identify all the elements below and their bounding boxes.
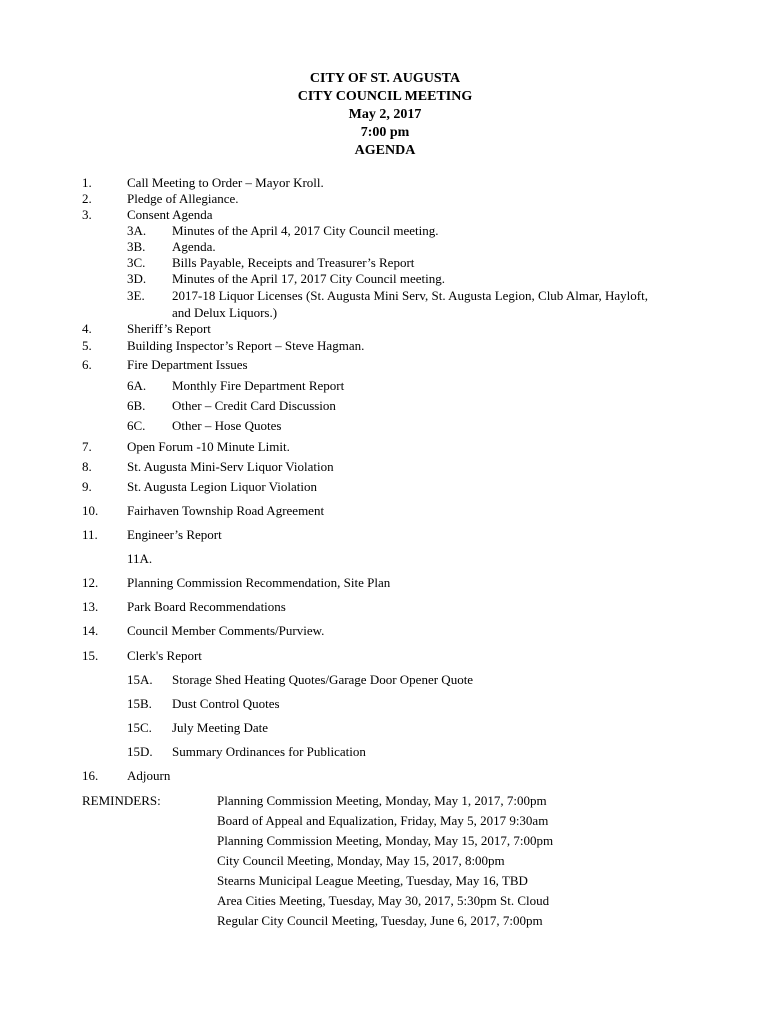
item-text: Call Meeting to Order – Mayor Kroll. — [127, 175, 324, 190]
agenda-header — [0, 70, 770, 160]
subitem-text: July Meeting Date — [172, 720, 269, 735]
subitem-number: 3B. — [127, 239, 146, 254]
agenda-title: AGENDA — [354, 143, 416, 158]
subitem-text: Dust Control Quotes — [172, 696, 280, 711]
subitem-text: Storage Shed Heating Quotes/Garage Door Opener Quote — [172, 672, 474, 687]
item-number: 16. — [82, 768, 99, 783]
item-text: St. Augusta Mini-Serv Liquor Violation — [127, 459, 334, 474]
reminders-label: REMINDERS: — [82, 793, 161, 808]
subitem-number: 3A. — [127, 223, 147, 238]
item-number: 1. — [82, 175, 92, 190]
subitem-text: Monthly Fire Department Report — [172, 378, 345, 393]
item-number: 5. — [82, 338, 92, 353]
subitem-number: 15A. — [127, 672, 153, 687]
item-text: Fire Department Issues — [127, 357, 248, 372]
item-text: Building Inspector’s Report – Steve Hagman. — [127, 338, 365, 353]
item-text: Adjourn — [127, 768, 171, 783]
meeting-time: 7:00 pm — [360, 125, 410, 140]
item-number: 4. — [82, 321, 92, 336]
item-number: 3. — [82, 207, 92, 222]
subitem-number: 6B. — [127, 398, 146, 413]
city-name: CITY OF ST. AUGUSTA — [309, 71, 461, 86]
subitem-text: Other – Hose Quotes — [172, 418, 282, 433]
item-number: 7. — [82, 439, 92, 454]
item-text: Consent Agenda — [127, 207, 213, 222]
subitem-number: 3D. — [127, 271, 147, 286]
meeting-date: May 2, 2017 — [348, 107, 422, 122]
subitem-number: 11A. — [127, 551, 153, 566]
item-text: Park Board Recommendations — [127, 599, 286, 614]
subitem-text: Agenda. — [172, 239, 216, 254]
reminder-line: Area Cities Meeting, Tuesday, May 30, 2017, 5:30pm St. Cloud — [217, 893, 550, 908]
subitem-text: 2017-18 Liquor Licenses (St. Augusta Mini Serv, St. Augusta Legion, Club Almar, Hayloft, — [172, 288, 648, 303]
item-number: 2. — [82, 191, 92, 206]
item-text: Clerk's Report — [127, 648, 202, 663]
subitem-number: 15B. — [127, 696, 152, 711]
meeting-name: CITY COUNCIL MEETING — [297, 89, 473, 104]
subitem-number: 15C. — [127, 720, 152, 735]
item-number: 8. — [82, 459, 92, 474]
item-number: 14. — [82, 623, 99, 638]
reminder-line: Stearns Municipal League Meeting, Tuesday, May 16, TBD — [217, 873, 528, 888]
subitem-text: Summary Ordinances for Publication — [172, 744, 366, 759]
item-number: 9. — [82, 479, 92, 494]
reminder-line: City Council Meeting, Monday, May 15, 2017, 8:00pm — [217, 853, 505, 868]
reminder-line: Planning Commission Meeting, Monday, May 1, 2017, 7:00pm — [217, 793, 547, 808]
item-text: Planning Commission Recommendation, Site Plan — [127, 575, 391, 590]
subitem-text: Minutes of the April 4, 2017 City Council meeting. — [172, 223, 439, 238]
item-number: 13. — [82, 599, 99, 614]
subitem-text: Minutes of the April 17, 2017 City Council meeting. — [172, 271, 445, 286]
item-text: Fairhaven Township Road Agreement — [127, 503, 325, 518]
subitem-number: 6C. — [127, 418, 146, 433]
reminder-line: Regular City Council Meeting, Tuesday, June 6, 2017, 7:00pm — [217, 913, 543, 928]
item-text: Open Forum -10 Minute Limit. — [127, 439, 290, 454]
item-text: Engineer’s Report — [127, 527, 222, 542]
item-number: 10. — [82, 503, 99, 518]
item-number: 6. — [82, 357, 92, 372]
subitem-number: 6A. — [127, 378, 147, 393]
subitem-text: Bills Payable, Receipts and Treasurer’s Report — [172, 255, 415, 270]
item-number: 12. — [82, 575, 99, 590]
subitem-text: Other – Credit Card Discussion — [172, 398, 336, 413]
reminder-line: Board of Appeal and Equalization, Friday, May 5, 2017 9:30am — [217, 813, 549, 828]
item-text: St. Augusta Legion Liquor Violation — [127, 479, 317, 494]
subitem-number: 15D. — [127, 744, 153, 759]
item-text: Pledge of Allegiance. — [127, 191, 239, 206]
item-text: Council Member Comments/Purview. — [127, 623, 325, 638]
item-number: 11. — [82, 527, 98, 542]
subitem-text: and Delux Liquors.) — [172, 305, 278, 320]
reminder-line: Planning Commission Meeting, Monday, May 15, 2017, 7:00pm — [217, 833, 554, 848]
subitem-number: 3E. — [127, 288, 145, 303]
item-number: 15. — [82, 648, 99, 663]
item-text: Sheriff’s Report — [127, 321, 211, 336]
subitem-number: 3C. — [127, 255, 146, 270]
